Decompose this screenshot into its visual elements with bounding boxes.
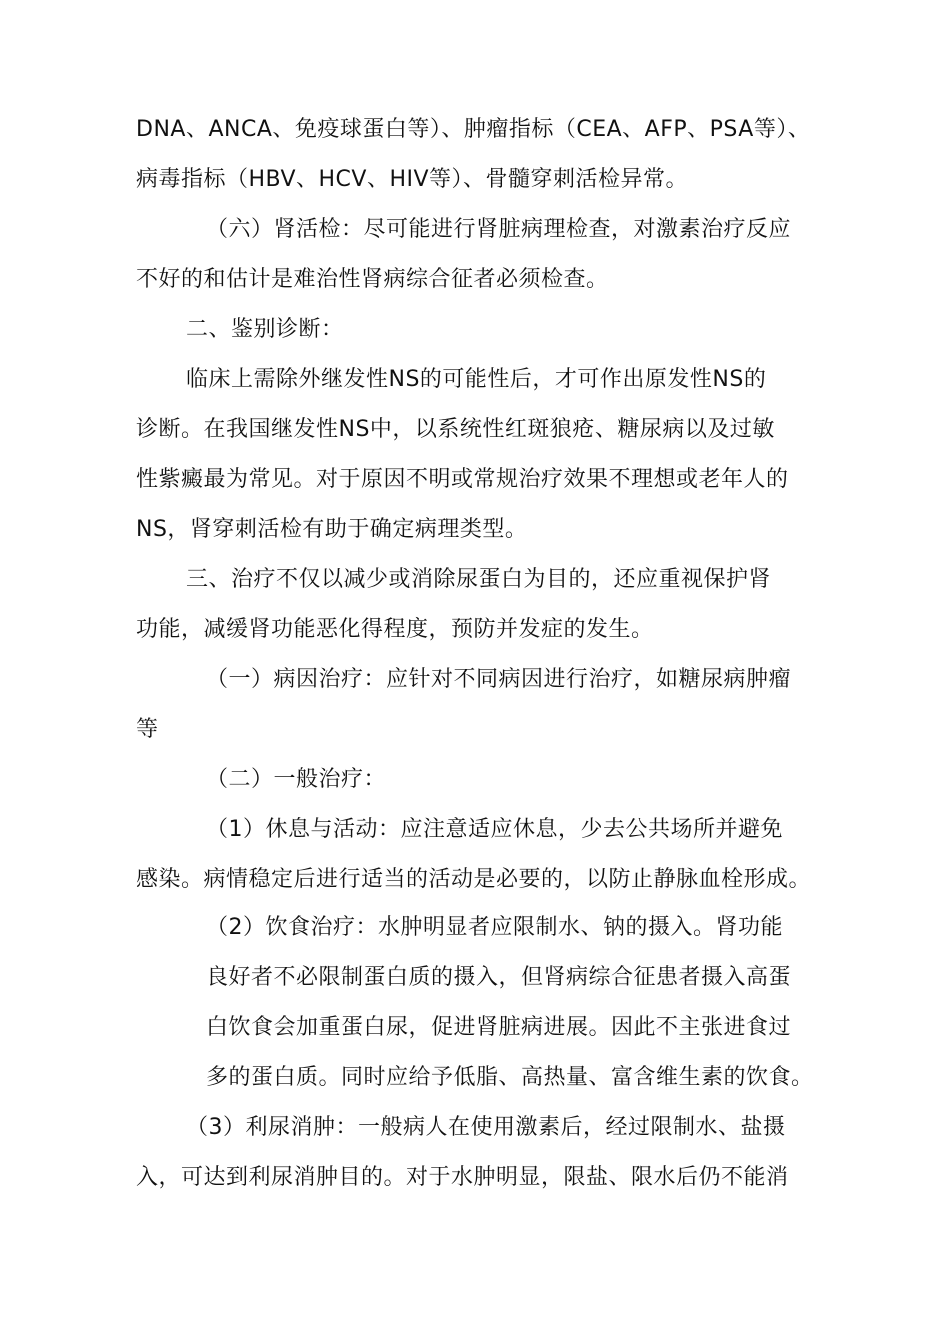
item-1-line: （1）休息与活动：应注意适应休息，少去公共场所并避免 — [206, 817, 783, 842]
text-line: 等 — [136, 717, 159, 742]
text-line: 功能，减缓肾功能恶化得程度，预防并发症的发生。 — [136, 617, 654, 642]
section-3-heading-line: 三、治疗不仅以减少或消除尿蛋白为目的，还应重视保护肾 — [186, 567, 772, 592]
section-2-heading: 二、鉴别诊断： — [186, 317, 344, 342]
text-line: 诊断。在我国继发性NS中，以系统性红斑狼疮、糖尿病以及过敏 — [136, 417, 775, 442]
item-2-line: （2）饮食治疗：水肿明显者应限制水、钠的摄入。肾功能 — [206, 915, 783, 940]
text-line: 感染。病情稳定后进行适当的活动是必要的，以防止静脉血栓形成。 — [136, 867, 812, 892]
text-line: 病毒指标（HBV、HCV、HIV等）、骨髓穿刺活检异常。 — [136, 167, 689, 192]
paragraph-start-line: 临床上需除外继发性NS的可能性后，才可作出原发性NS的 — [186, 367, 767, 392]
subsection-2-heading: （二）一般治疗： — [206, 767, 387, 792]
text-line: 良好者不必限制蛋白质的摄入，但肾病综合征患者摄入高蛋 — [206, 965, 792, 990]
text-line: 白饮食会加重蛋白尿，促进肾脏病进展。因此不主张进食过 — [206, 1015, 792, 1040]
text-line: 入，可达到利尿消肿目的。对于水肿明显，限盐、限水后仍不能消 — [136, 1165, 789, 1190]
section-6-heading-line: （六）肾活检：尽可能进行肾脏病理检查，对激素治疗反应 — [206, 217, 792, 242]
text-line: 不好的和估计是难治性肾病综合征者必须检查。 — [136, 267, 609, 292]
text-line: DNA、ANCA、免疫球蛋白等）、肿瘤指标（CEA、AFP、PSA等）、 — [136, 117, 811, 142]
text-line: 多的蛋白质。同时应给予低脂、高热量、富含维生素的饮食。 — [206, 1065, 814, 1090]
item-3-line: （3）利尿消肿：一般病人在使用激素后，经过限制水、盐摄 — [186, 1115, 786, 1140]
subsection-1-heading-line: （一）病因治疗：应针对不同病因进行治疗，如糖尿病肿瘤 — [206, 667, 792, 692]
text-line: 性紫癜最为常见。对于原因不明或常规治疗效果不理想或老年人的 — [136, 467, 789, 492]
text-line: NS，肾穿刺活检有助于确定病理类型。 — [136, 517, 528, 542]
